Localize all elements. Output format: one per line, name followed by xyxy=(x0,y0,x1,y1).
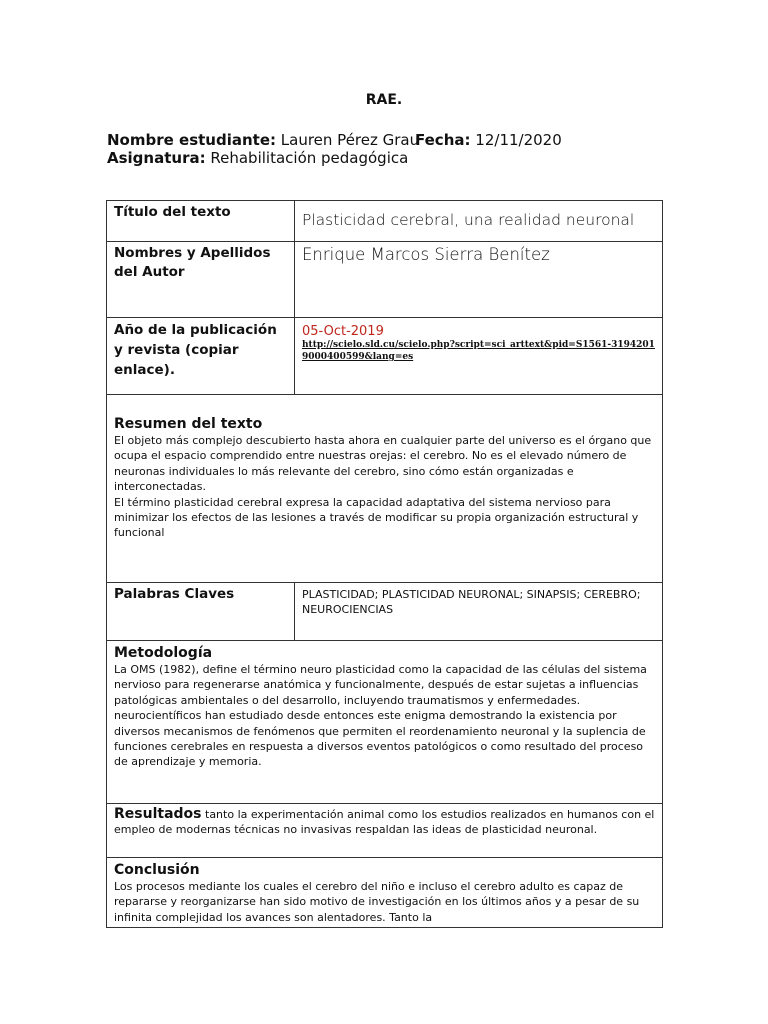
row-autor xyxy=(107,242,663,318)
resumen-paragraph-2: El término plasticidad cerebral expresa la capacidad adaptativa del sistema nervioso para minimizar los efectos de las lesiones a través de modificar su propia organización estructural y funcional xyxy=(114,495,639,540)
row-conclusion xyxy=(107,858,663,928)
palabras-value: PLASTICIDAD; PLASTICIDAD NEURONAL; SINAPSIS; CEREBRO; NEUROCIENCIAS xyxy=(295,583,663,641)
resultados-heading: Resultados xyxy=(114,806,202,822)
row-palabras xyxy=(107,583,663,641)
publication-link[interactable]: http://scielo.sld.cu/scielo.php?script=sci_arttext&pid=S1561-31942019000400599&lang=es xyxy=(302,340,655,362)
titulo-label: Título del texto xyxy=(107,201,295,242)
conclusion-text: Los procesos mediante los cuales el cerebro del niño e incluso el cerebro adulto es capaz de repararse y reorganizarse han sido motivo de investigación en los últimos años y a pesar de su infinita complejidad los avances son alentadores. Tanto la xyxy=(114,880,640,924)
publication-date: 05-Oct-2019 xyxy=(302,324,384,339)
row-resultados xyxy=(107,804,663,858)
metodologia-paragraph-2: neurocientíficos han estudiado desde entonces este enigma demostrando la existencia por diversos mecanismos de fenómenos que permiten el reordenamiento neuronal y la suplencia de funciones cerebrales en respuesta a diversos eventos patológicos o como resultado del proceso de aprendizaje y memoria. xyxy=(114,709,646,769)
resultados-cell xyxy=(107,804,663,858)
document-title: RAE. xyxy=(365,92,403,108)
publicacion-value xyxy=(295,318,663,395)
titulo-value: Plasticidad cerebral, una realidad neuronal xyxy=(295,201,663,242)
student-label: Nombre estudiante: xyxy=(107,131,276,149)
palabras-label: Palabras Claves xyxy=(107,583,295,641)
student-line xyxy=(107,131,562,150)
subject-value: Rehabilitación pedagógica xyxy=(210,149,409,167)
metodologia-paragraph-1: La OMS (1982), define el término neuro plasticidad como la capacidad de las células del sistema nervioso para regenerarse anatómica y funcionalmente, después de estar sujetas a influencias patológicas ambientales o del desarrollo, incluyendo traumatismos y enfermedades. xyxy=(114,663,647,707)
conclusion-heading: Conclusión xyxy=(114,862,200,878)
rae-table xyxy=(106,200,663,928)
subject-line xyxy=(107,149,408,168)
resumen-heading: Resumen del texto xyxy=(114,416,263,432)
autor-label: Nombres y Apellidos del Autor xyxy=(107,242,295,318)
row-titulo xyxy=(107,201,663,242)
metodologia-cell xyxy=(107,641,663,804)
resumen-paragraph-1: El objeto más complejo descubierto hasta ahora en cualquier parte del universo es el órgano que ocupa el espacio comprendido entre nuestras orejas: el cerebro. No es el elevado número de neuronas individuales lo más relevante del cerebro, sino cómo están organizadas e interconectadas. xyxy=(114,434,652,494)
publicacion-label: Año de la publicación y revista (copiar enlace). xyxy=(107,318,295,395)
autor-value: Enrique Marcos Sierra Benítez xyxy=(295,242,663,318)
row-metodologia xyxy=(107,641,663,804)
date-value: 12/11/2020 xyxy=(475,131,562,149)
resultados-text: tanto la experimentación animal como los estudios realizados en humanos con el empleo de modernas técnicas no invasivas respaldan las ideas de plasticidad neuronal. xyxy=(114,808,655,837)
resumen-cell xyxy=(107,395,663,583)
row-publicacion xyxy=(107,318,663,395)
row-resumen xyxy=(107,395,663,583)
conclusion-cell xyxy=(107,858,663,928)
student-name: Lauren Pérez Grau xyxy=(280,131,420,149)
subject-label: Asignatura: xyxy=(107,149,206,167)
date-label: Fecha: xyxy=(415,131,471,149)
date-group xyxy=(415,131,562,150)
metodologia-heading: Metodología xyxy=(114,645,213,661)
